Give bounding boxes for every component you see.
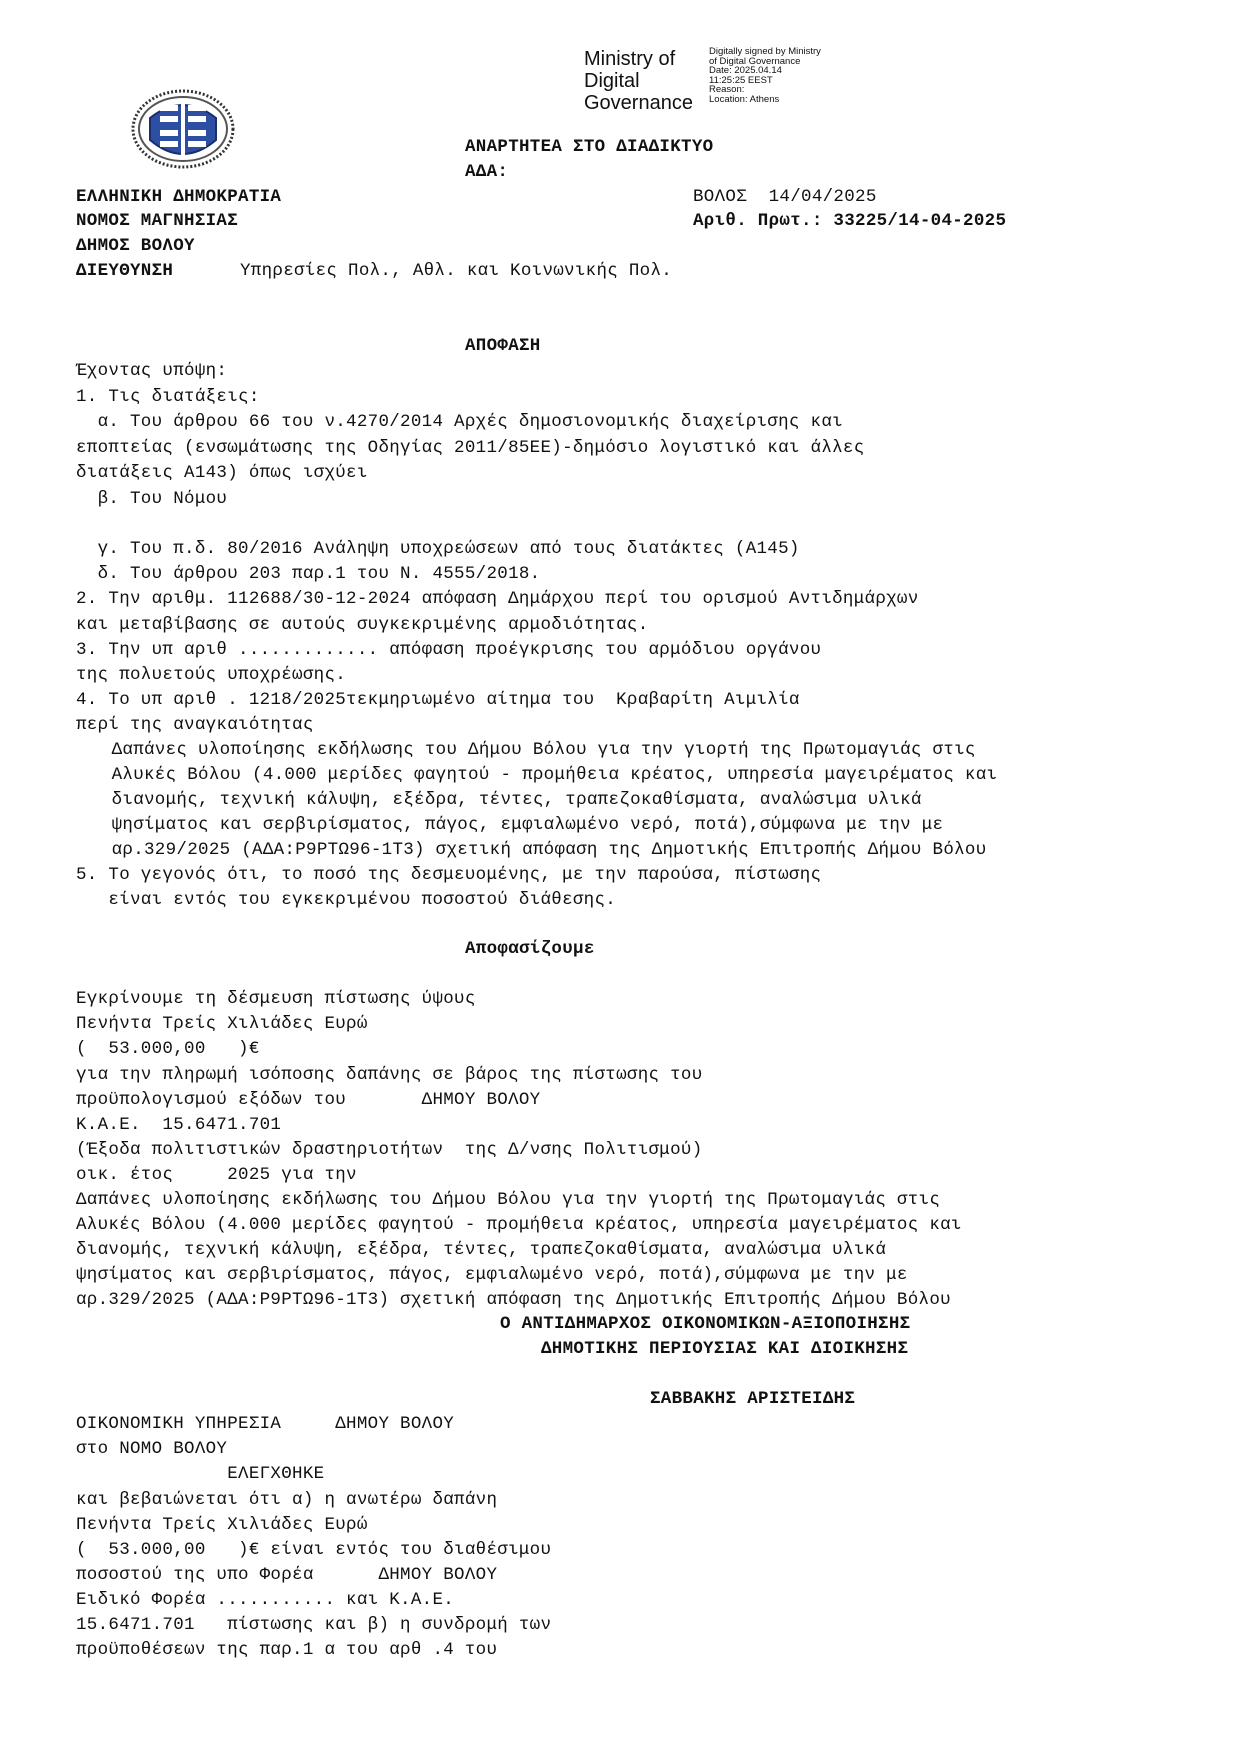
approval-line: Πενήντα Τρείς Χιλιάδες Ευρώ: [76, 1014, 368, 1034]
signatory-name: ΣΑΒΒΑΚΗΣ ΑΡΙΣΤΕΙΔΗΣ: [650, 1389, 856, 1409]
finance-line: Ειδικό Φορέα ........... και Κ.Α.Ε.: [76, 1590, 455, 1610]
signature-detail-line: Reason:: [709, 84, 745, 96]
finance-line: στο ΝΟΜΟ ΒΟΛΟΥ: [76, 1439, 228, 1459]
approval-line: Δαπάνες υλοποίησης εκδήλωσης του Δήμου Βόλου για την γιορτή της Πρωτομαγιάς στις: [76, 1190, 941, 1210]
considering-item: 5. Το γεγονός ότι, το ποσό της δεσμευομένης, με την παρούσα, πίστωσης: [76, 865, 822, 885]
approval-line: διανομής, τεχνική κάλυψη, εξέδρα, τέντες, τραπεζοκαθίσματα, αναλώσιμα υλικά: [76, 1240, 887, 1260]
signatory-title: ΔΗΜΟΤΙΚΗΣ ΠΕΡΙΟΥΣΙΑΣ ΚΑΙ ΔΙΟΙΚΗΣΗΣ: [541, 1339, 909, 1359]
prefecture-heading: ΝΟΜΟΣ ΜΑΓΝΗΣΙΑΣ: [76, 211, 239, 231]
we-decide-heading: Αποφασίζουμε: [465, 939, 595, 959]
place-date: ΒΟΛΟΣ 14/04/2025: [693, 187, 877, 207]
municipality-heading: ΔΗΜΟΣ ΒΟΛΟΥ: [76, 236, 195, 256]
signature-detail-line: Date: 2025.04.14: [709, 65, 782, 77]
ada-label: ΑΔΑ:: [465, 162, 509, 182]
signatory-title: Ο ΑΝΤΙΔΗΜΑΡΧΟΣ ΟΙΚΟΝΟΜΙΚΩΝ-ΑΞΙΟΠΟΙΗΣΗΣ: [500, 1314, 911, 1334]
considering-item: είναι εντός του εγκεκριμένου ποσοστού διάθεσης.: [76, 890, 617, 910]
considering-item: 2. Την αριθμ. 112688/30-12-2024 απόφαση Δημάρχου περί του ορισμού Αντιδημάρχων: [76, 589, 919, 609]
signature-org-line: Governance: [584, 92, 693, 114]
approval-line: ψησίματος και σερβιρίσματος, πάγος, εμφιαλωμένο νερό, ποτά),σύμφωνα με την με: [76, 1265, 908, 1285]
approval-line: Αλυκές Βόλου (4.000 μερίδες φαγητού - προμήθεια κρέατος, υπηρεσία μαγειρέματος και: [76, 1215, 962, 1235]
approval-line: αρ.329/2025 (ΑΔΑ:Ρ9ΡΤΩ96-1Τ3) σχετική απόφαση της Δημοτικής Επιτροπής Δήμου Βόλου: [76, 1290, 951, 1310]
considering-item: ψησίματος και σερβιρίσματος, πάγος, εμφιαλωμένο νερό, ποτά),σύμφωνα με την με: [90, 815, 944, 835]
signature-org-line: Digital: [584, 70, 640, 92]
considering-item: διανομής, τεχνική κάλυψη, εξέδρα, τέντες, τραπεζοκαθίσματα, αναλώσιμα υλικά: [90, 790, 922, 810]
finance-line: ( 53.000,00 )€ είναι εντός του διαθέσιμου: [76, 1540, 552, 1560]
considering-item: αρ.329/2025 (ΑΔΑ:Ρ9ΡΤΩ96-1Τ3) σχετική απόφαση της Δημοτικής Επιτροπής Δήμου Βόλου: [90, 840, 987, 860]
finance-line: Πενήντα Τρείς Χιλιάδες Ευρώ: [76, 1515, 368, 1535]
greek-republic-emblem: [130, 88, 236, 170]
approval-line: για την πληρωμή ισόποσης δαπάνης σε βάρος της πίστωσης του: [76, 1065, 703, 1085]
approval-line: προϋπολογισμού εξόδων του ΔΗΜΟΥ ΒΟΛΟΥ: [76, 1090, 541, 1110]
considering-item: 4. Το υπ αριθ . 1218/2025τεκμηριωμένο αίτημα του Κραβαρίτη Αιμιλία: [76, 690, 800, 710]
considering-item: της πολυετούς υποχρέωσης.: [76, 665, 347, 685]
considering-item: 1. Τις διατάξεις:: [76, 387, 260, 407]
finance-line: και βεβαιώνεται ότι α) η ανωτέρω δαπάνη: [76, 1490, 498, 1510]
approval-line: οικ. έτος 2025 για την: [76, 1165, 357, 1185]
post-online-label: ΑΝΑΡΤΗΤΕΑ ΣΤΟ ΔΙΑΔΙΚΤΥΟ: [465, 137, 714, 157]
considering-item: περί της αναγκαιότητας: [76, 715, 314, 735]
approval-line: (Έξοδα πολιτιστικών δραστηριοτήτων της Δ/νσης Πολιτισμού): [76, 1140, 703, 1160]
signature-detail-line: 11:25:25 EEST: [709, 74, 773, 86]
republic-heading: ΕΛΛΗΝΙΚΗ ΔΗΜΟΚΡΑΤΙΑ: [76, 187, 282, 207]
protocol-number: Αριθ. Πρωτ.: 33225/14-04-2025: [693, 211, 1007, 231]
signature-org-line: Ministry of: [584, 48, 676, 70]
considering-item: εποπτείας (ενσωμάτωσης της Οδηγίας 2011/85ΕΕ)-δημόσιο λογιστικό και άλλες: [76, 438, 865, 458]
finance-line: ΟΙΚΟΝΟΜΙΚΗ ΥΠΗΡΕΣΙΑ ΔΗΜΟΥ ΒΟΛΟΥ: [76, 1414, 455, 1434]
approval-amount: ( 53.000,00 )€: [76, 1039, 260, 1059]
signature-detail-line: Digitally signed by Ministry: [709, 46, 821, 57]
considering-item: Αλυκές Βόλου (4.000 μερίδες φαγητού - προμήθεια κρέατος, υπηρεσία μαγειρέματος και: [90, 765, 998, 785]
finance-line: προϋποθέσεων της παρ.1 α του αρθ .4 του: [76, 1640, 498, 1660]
considering-item: και μεταβίβασης σε αυτούς συγκεκριμένης αρμοδιότητας.: [76, 615, 649, 635]
signature-organization: [584, 48, 693, 114]
signature-detail-line: of Digital Governance: [709, 55, 801, 67]
signature-details: [709, 47, 821, 105]
approval-line: Εγκρίνουμε τη δέσμευση πίστωσης ύψους: [76, 989, 476, 1009]
directorate-value: Υπηρεσίες Πολ., Αθλ. και Κοινωνικής Πολ.: [240, 261, 673, 281]
considering-item: Δαπάνες υλοποίησης εκδήλωσης του Δήμου Βόλου για την γιορτή της Πρωτομαγιάς στις: [90, 740, 976, 760]
finance-line: 15.6471.701 πίστωσης και β) η συνδρομή των: [76, 1615, 552, 1635]
considering-item: β. Του Νόμου: [76, 489, 228, 509]
considering-label: Έχοντας υπόψη:: [76, 361, 228, 381]
considering-item: 3. Την υπ αριθ ............. απόφαση προέγκρισης του αρμόδιου οργάνου: [76, 640, 822, 660]
directorate-label: ΔΙΕΥΘΥΝΣΗ: [76, 261, 174, 281]
considering-item: γ. Του π.δ. 80/2016 Ανάληψη υποχρεώσεων από τους διατάκτες (Α145): [76, 539, 800, 559]
considering-item: α. Του άρθρου 66 του ν.4270/2014 Αρχές δημοσιονομικής διαχείρισης και: [76, 412, 843, 432]
considering-item: δ. Του άρθρου 203 παρ.1 του Ν. 4555/2018.: [76, 564, 541, 584]
approval-kae: Κ.Α.Ε. 15.6471.701: [76, 1115, 282, 1135]
finance-line: ποσοστού της υπο Φορέα ΔΗΜΟΥ ΒΟΛΟΥ: [76, 1565, 498, 1585]
considering-item: διατάξεις Α143) όπως ισχύει: [76, 463, 368, 483]
finance-checked: ΕΛΕΓΧΘΗΚΕ: [76, 1464, 325, 1484]
decision-title: ΑΠΟΦΑΣΗ: [465, 336, 541, 356]
signature-detail-line: Location: Athens: [709, 93, 780, 105]
